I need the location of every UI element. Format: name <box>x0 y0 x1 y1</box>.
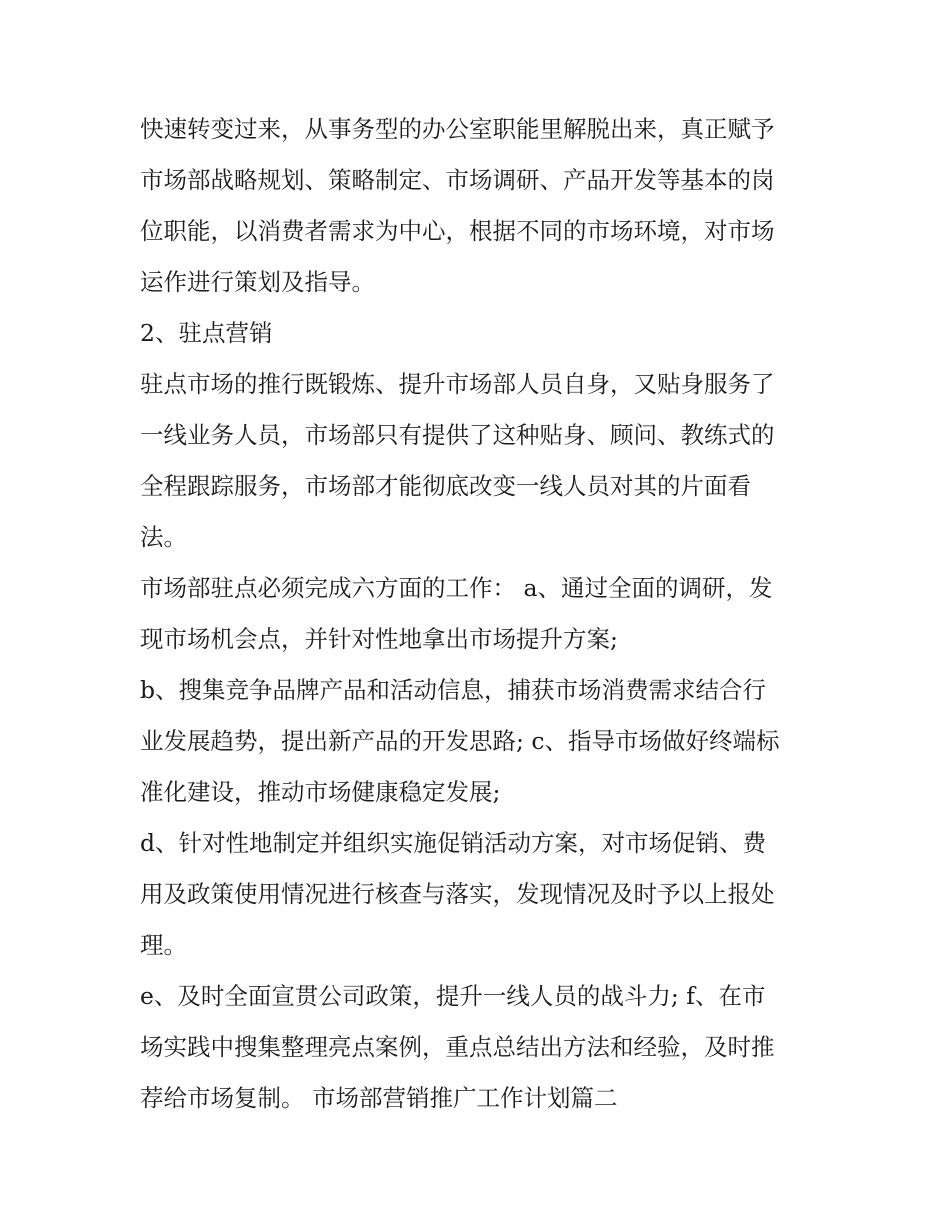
text-line: 准化建设，推动市场健康稳定发展; <box>140 778 501 806</box>
text-line: 一线业务人员，市场部只有提供了这种贴身、顾问、教练式的 <box>140 421 775 449</box>
text-line: 场实践中搜集整理亮点案例，重点总结出方法和经验，及时推 <box>140 1033 775 1061</box>
text-line: 快速转变过来，从事务型的办公室职能里解脱出来，真正赋予 <box>140 115 775 143</box>
text-line: 市场部战略规划、策略制定、市场调研、产品开发等基本的岗 <box>140 166 775 194</box>
text-line: 全程跟踪服务，市场部才能彻底改变一线人员对其的片面看 <box>140 472 751 500</box>
text-line: e、及时全面宣贯公司政策，提升一线人员的战斗力; f、在市 <box>140 982 766 1010</box>
text-line: 现市场机会点，并针对性地拿出市场提升方案; <box>140 625 618 653</box>
text-line: 驻点市场的推行既锻炼、提升市场部人员自身，又贴身服务了 <box>140 370 775 398</box>
text-line: 荐给市场复制。 市场部营销推广工作计划篇二 <box>140 1084 618 1112</box>
text-line: 市场部驻点必须完成六方面的工作： a、通过全面的调研，发 <box>140 574 773 602</box>
text-line: 运作进行策划及指导。 <box>140 268 375 296</box>
text-line: b、搜集竞争品牌产品和活动信息，捕获市场消费需求结合行 <box>140 676 767 704</box>
text-line: d、针对性地制定并组织实施促销活动方案，对市场促销、费 <box>140 829 767 857</box>
text-line: 业发展趋势，提出新产品的开发思路; c、指导市场做好终端标 <box>140 727 780 755</box>
text-line: 位职能，以消费者需求为中心，根据不同的市场环境，对市场 <box>140 217 775 245</box>
text-line: 理。 <box>140 931 187 959</box>
document-body <box>140 104 820 1124</box>
text-line: 法。 <box>140 523 187 551</box>
text-line: 用及政策使用情况进行核查与落实，发现情况及时予以上报处 <box>140 880 775 908</box>
section-heading: 2、驻点营销 <box>140 319 273 347</box>
